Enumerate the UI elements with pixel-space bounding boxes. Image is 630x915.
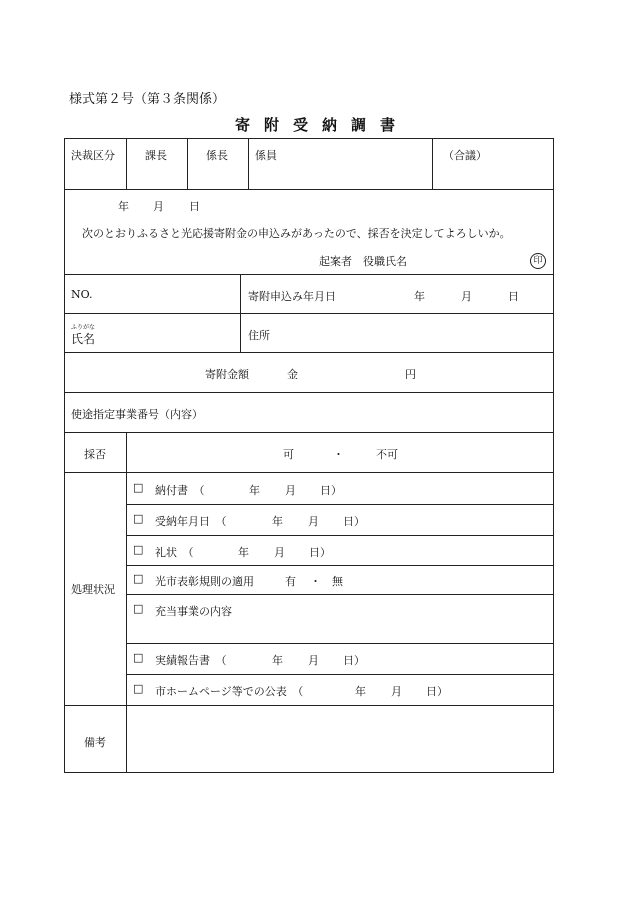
kakariin-label: 係員 (255, 149, 277, 162)
page-title: 寄附受納調書 (234, 116, 409, 134)
checkbox-icon[interactable]: □ (133, 602, 144, 615)
decision-dot: ・ (333, 448, 344, 461)
remarks-label: 備考 (84, 736, 106, 749)
checkbox-icon[interactable]: □ (133, 481, 144, 494)
form-number: 様式第２号（第３条関係） (69, 92, 226, 107)
item-year: 年 (355, 685, 366, 698)
checkbox-icon[interactable]: □ (133, 543, 144, 556)
seal-icon: 印 (530, 253, 546, 269)
item-month: 月 (274, 546, 285, 559)
checkbox-icon[interactable]: □ (133, 572, 144, 585)
option-no: 無 (332, 575, 343, 588)
item-month: 月 (308, 654, 319, 667)
amount-kin: 金 (287, 368, 298, 381)
application-month: 月 (461, 290, 472, 303)
amount-yen: 円 (405, 368, 416, 381)
processing-item: 礼状 （ (155, 546, 194, 559)
option-yes: 有 (285, 575, 296, 588)
aigi-label: （合議） (443, 149, 487, 162)
decision-yes: 可 (283, 448, 294, 461)
item-day: 日） (320, 484, 342, 497)
processing-item: 光市表彰規則の適用 (155, 575, 254, 588)
proposal-body: 次のとおりふるさと光応援寄附金の申込みがあったので、採否を決定してよろしいか。 (82, 227, 511, 240)
proposal-date-month: 月 (153, 200, 164, 213)
item-day: 日） (309, 546, 331, 559)
name-label: 氏名 (71, 332, 96, 346)
item-year: 年 (238, 546, 249, 559)
option-dot: ・ (310, 575, 321, 588)
name-ruby: ふりがな (71, 324, 96, 331)
application-date-label: 寄附申込み年月日 (248, 290, 336, 303)
item-month: 月 (308, 515, 319, 528)
checkbox-icon[interactable]: □ (133, 512, 144, 525)
application-day: 日 (508, 290, 519, 303)
item-day: 日） (343, 515, 365, 528)
item-month: 月 (285, 484, 296, 497)
processing-item: 充当事業の内容 (155, 605, 232, 618)
item-year: 年 (249, 484, 260, 497)
checkbox-icon[interactable]: □ (133, 651, 144, 664)
proposal-date-year: 年 (118, 200, 129, 213)
processing-item: 市ホームページ等での公表 （ (155, 685, 304, 698)
address-label: 住所 (248, 329, 270, 342)
proposer-label: 起案者 役職氏名 (319, 255, 407, 268)
processing-item: 受納年月日 （ (155, 515, 227, 528)
checkbox-icon[interactable]: □ (133, 682, 144, 695)
processing-item: 実績報告書 （ (155, 654, 227, 667)
item-day: 日） (426, 685, 448, 698)
form-table (64, 138, 554, 773)
item-month: 月 (391, 685, 402, 698)
item-day: 日） (343, 654, 365, 667)
proposal-date-day: 日 (189, 200, 200, 213)
processing-label: 処理状況 (71, 583, 115, 596)
approval-label: 決裁区分 (71, 149, 115, 162)
item-year: 年 (272, 654, 283, 667)
amount-label: 寄附金額 (205, 368, 249, 381)
application-year: 年 (414, 290, 425, 303)
no-label: NO. (71, 288, 93, 301)
kakaricho-label: 係長 (206, 149, 228, 162)
purpose-label: 使途指定事業番号（内容） (71, 408, 203, 421)
decision-label: 採否 (84, 448, 106, 461)
kacho-label: 課長 (145, 149, 167, 162)
decision-no: 不可 (376, 448, 398, 461)
item-year: 年 (272, 515, 283, 528)
processing-item: 納付書 （ (155, 484, 205, 497)
